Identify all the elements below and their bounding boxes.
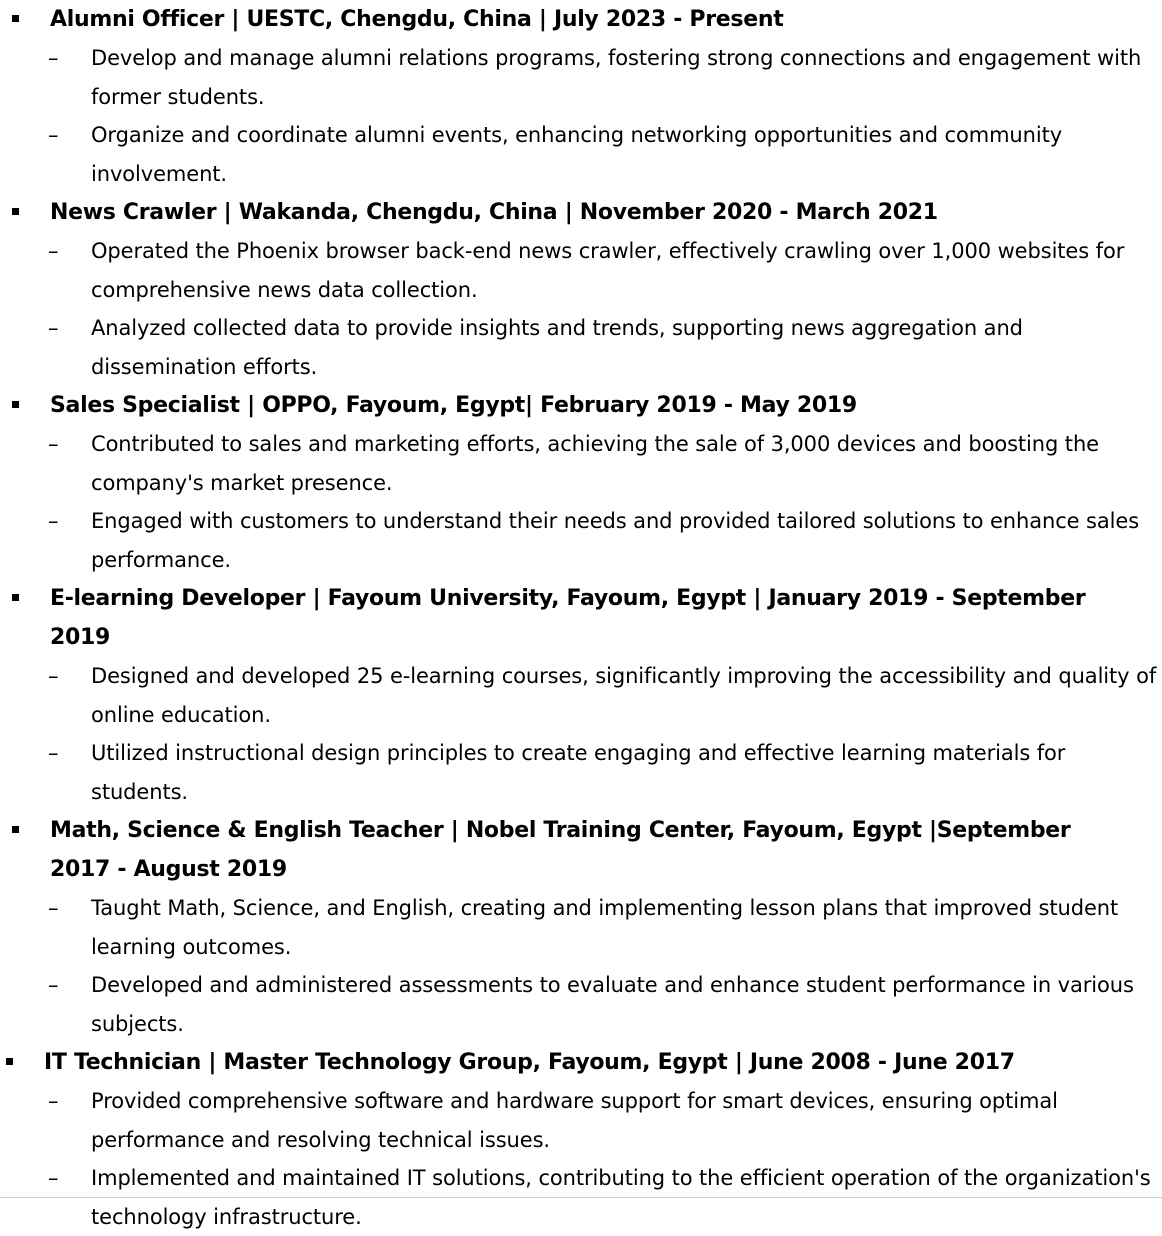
duty-text: Operated the Phoenix browser back-end news crawler, effectively crawling over 1,000 websites for comprehensive news data collection. <box>91 239 1125 302</box>
dash-bullet-icon: – <box>48 896 59 920</box>
duty-text: Implemented and maintained IT solutions, contributing to the efficient operation of the organization's technology infrastructure. <box>91 1166 1151 1229</box>
square-bullet-icon <box>12 826 19 833</box>
dash-bullet-icon: – <box>48 741 59 765</box>
duty-list <box>0 232 1162 386</box>
job-title: Alumni Officer | UESTC, Chengdu, China | July 2023 - Present <box>50 7 784 32</box>
job-title: E-learning Developer | Fayoum University, Fayoum, Egypt | January 2019 - September 2019 <box>50 586 1086 650</box>
duty-text: Analyzed collected data to provide insights and trends, supporting news aggregation and dissemination efforts. <box>91 316 1023 379</box>
dash-bullet-icon: – <box>48 46 59 70</box>
duty-list <box>0 889 1162 1043</box>
job-entry <box>0 193 1162 386</box>
job-title: Math, Science & English Teacher | Nobel Training Center, Fayoum, Egypt |September 2017 - August 2019 <box>50 818 1071 882</box>
job-header <box>0 1043 1162 1082</box>
square-bullet-icon <box>12 401 19 408</box>
job-entry <box>0 811 1162 1043</box>
duty-item <box>0 657 1162 734</box>
dash-bullet-icon: – <box>48 239 59 263</box>
dash-bullet-icon: – <box>48 1166 59 1190</box>
dash-bullet-icon: – <box>48 316 59 340</box>
square-bullet-icon <box>12 208 19 215</box>
square-bullet-icon <box>12 594 19 601</box>
job-header <box>0 811 1162 889</box>
duty-text: Organize and coordinate alumni events, enhancing networking opportunities and community involvement. <box>91 123 1063 186</box>
duty-item <box>0 502 1162 579</box>
duty-item <box>0 232 1162 309</box>
duty-item <box>0 1082 1162 1159</box>
job-header <box>0 386 1162 425</box>
job-entry <box>0 0 1162 193</box>
dash-bullet-icon: – <box>48 664 59 688</box>
duty-text: Provided comprehensive software and hardware support for smart devices, ensuring optimal performance and resolving technical issues. <box>91 1089 1058 1152</box>
job-title: IT Technician | Master Technology Group, Fayoum, Egypt | June 2008 - June 2017 <box>44 1050 1015 1075</box>
duty-item <box>0 116 1162 193</box>
dash-bullet-icon: – <box>48 432 59 456</box>
duty-text: Utilized instructional design principles to create engaging and effective learning materials for students. <box>91 741 1066 804</box>
job-entry <box>0 1043 1162 1236</box>
duty-item <box>0 39 1162 116</box>
duty-item <box>0 734 1162 811</box>
square-bullet-icon <box>6 1058 13 1065</box>
duty-item <box>0 309 1162 386</box>
duty-list <box>0 1082 1162 1236</box>
duty-item <box>0 889 1162 966</box>
square-bullet-icon <box>12 15 19 22</box>
dash-bullet-icon: – <box>48 509 59 533</box>
duty-list <box>0 657 1162 811</box>
job-entry <box>0 386 1162 579</box>
job-header <box>0 579 1162 657</box>
job-header <box>0 193 1162 232</box>
dash-bullet-icon: – <box>48 1089 59 1113</box>
duty-text: Designed and developed 25 e-learning courses, significantly improving the accessibility and quality of online education. <box>91 664 1157 727</box>
job-title: Sales Specialist | OPPO, Fayoum, Egypt| February 2019 - May 2019 <box>50 393 857 418</box>
duty-text: Contributed to sales and marketing efforts, achieving the sale of 3,000 devices and boosting the company's market presence. <box>91 432 1099 495</box>
job-title: News Crawler | Wakanda, Chengdu, China | November 2020 - March 2021 <box>50 200 938 225</box>
duty-text: Engaged with customers to understand their needs and provided tailored solutions to enhance sales performance. <box>91 509 1140 572</box>
duty-item <box>0 966 1162 1043</box>
job-header <box>0 0 1162 39</box>
dash-bullet-icon: – <box>48 123 59 147</box>
duty-text: Develop and manage alumni relations programs, fostering strong connections and engagement with former students. <box>91 46 1142 109</box>
job-entry <box>0 579 1162 811</box>
duty-list <box>0 425 1162 579</box>
duty-text: Developed and administered assessments to evaluate and enhance student performance in various subjects. <box>91 973 1134 1036</box>
dash-bullet-icon: – <box>48 973 59 997</box>
duty-list <box>0 39 1162 193</box>
page-bottom-divider <box>0 1197 1162 1198</box>
duty-item <box>0 425 1162 502</box>
duty-text: Taught Math, Science, and English, creating and implementing lesson plans that improved student learning outcomes. <box>91 896 1119 959</box>
